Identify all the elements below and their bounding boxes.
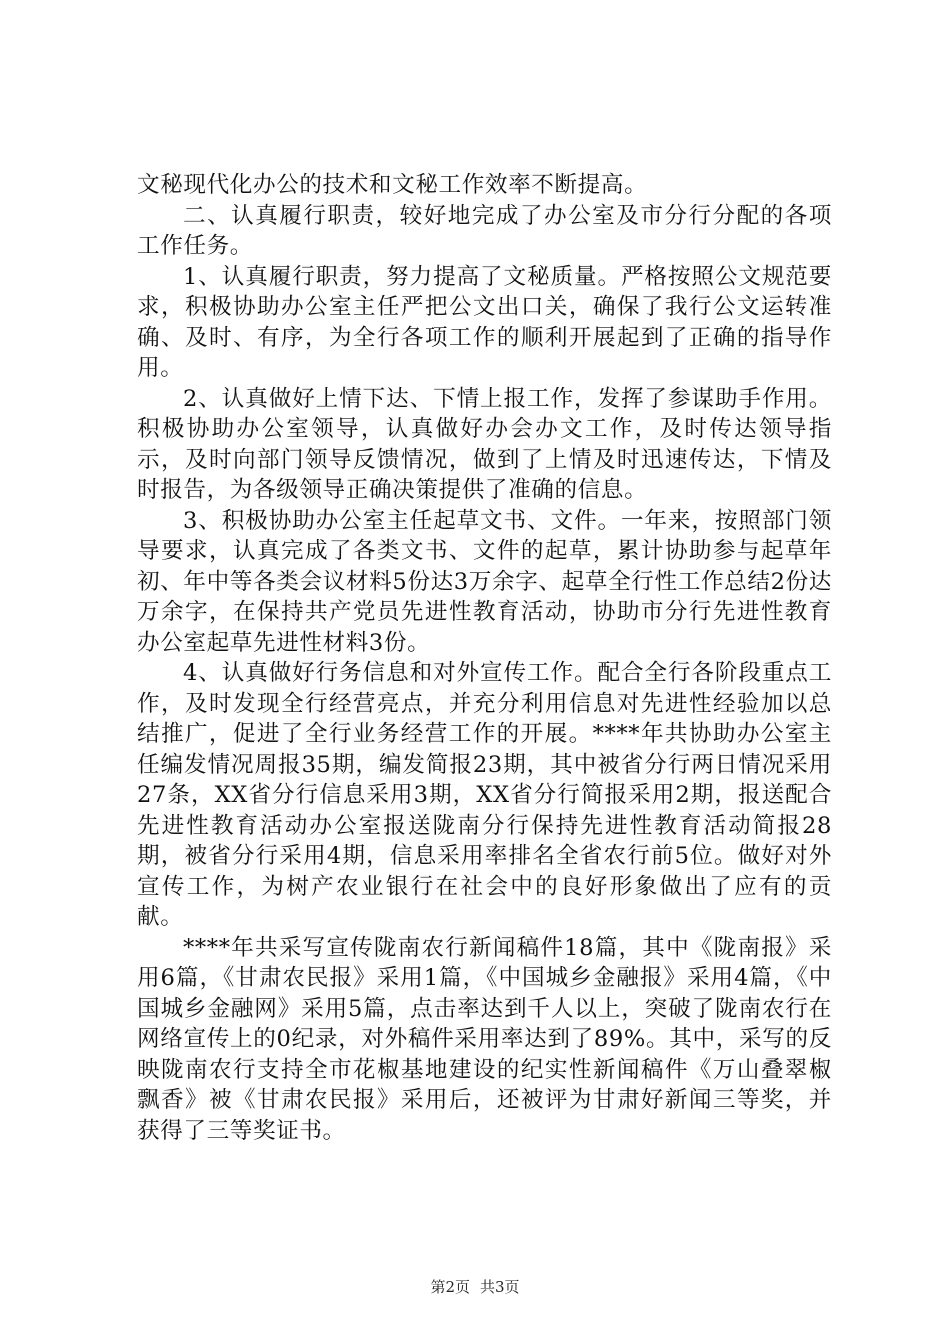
paragraph-item-1: 1、认真履行职责，努力提高了文秘质量。严格按照公文规范要求，积极协助办公室主任严把公文出口关，确保了我行公文运转准确、及时、有序，为全行各项工作的顺利开展起到了正确的指导作用。: [137, 263, 832, 381]
paragraph-item-3: 3、积极协助办公室主任起草文书、文件。一年来，按照部门领导要求，认真完成了各类文书、文件的起草，累计协助参与起草年初、年中等各类会议材料5份达3万余字、起草全行性工作总结2份达万余字，在保持共产党员先进性教育活动，协助市分行先进性教育办公室起草先进性材料3份。: [137, 507, 832, 656]
paragraph-publicity: ****年共采写宣传陇南农行新闻稿件18篇，其中《陇南报》采用6篇，《甘肃农民报》采用1篇，《中国城乡金融报》采用4篇，《中国城乡金融网》采用5篇，点击率达到千人以上，突破了陇南农行在网络宣传上的0纪录，对外稿件采用率达到了89%。其中，采写的反映陇南农行支持全市花椒基地建设的纪实性新闻稿件《万山叠翠椒飘香》被《甘肃农民报》采用后，还被评为甘肃好新闻三等奖，并获得了三等奖证书。: [137, 934, 832, 1144]
paragraph-item-4: 4、认真做好行务信息和对外宣传工作。配合全行各阶段重点工作，及时发现全行经营亮点，并充分利用信息对先进性经验加以总结推广，促进了全行业务经营工作的开展。****年共协助办公室主任编发情况周报35期，编发简报23期，其中被省分行两日情况采用27条，XX省分行信息采用3期，XX省分行简报采用2期，报送配合先进性教育活动办公室报送陇南分行保持先进性教育活动简报28期，被省分行采用4期，信息采用率排名全省农行前5位。做好对外宣传工作，为树产农业银行在社会中的良好形象做出了应有的贡献。: [137, 660, 832, 930]
page-total: 共3页: [480, 1278, 520, 1296]
paragraph-item-2: 2、认真做好上情下达、下情上报工作，发挥了参谋助手作用。积极协助办公室领导，认真做好办会办文工作，及时传达领导指示，及时向部门领导反馈情况，做到了上情及时迅速传达，下情及时报告，为各级领导正确决策提供了准确的信息。: [137, 385, 832, 503]
page-footer: [0, 1277, 950, 1297]
paragraph-section-two-heading: 二、认真履行职责，较好地完成了办公室及市分行分配的各项工作任务。: [137, 202, 832, 259]
page-number: 第2页: [430, 1278, 470, 1296]
document-body: [137, 170, 832, 1146]
paragraph-continuation: 文秘现代化办公的技术和文秘工作效率不断提高。: [137, 172, 648, 198]
